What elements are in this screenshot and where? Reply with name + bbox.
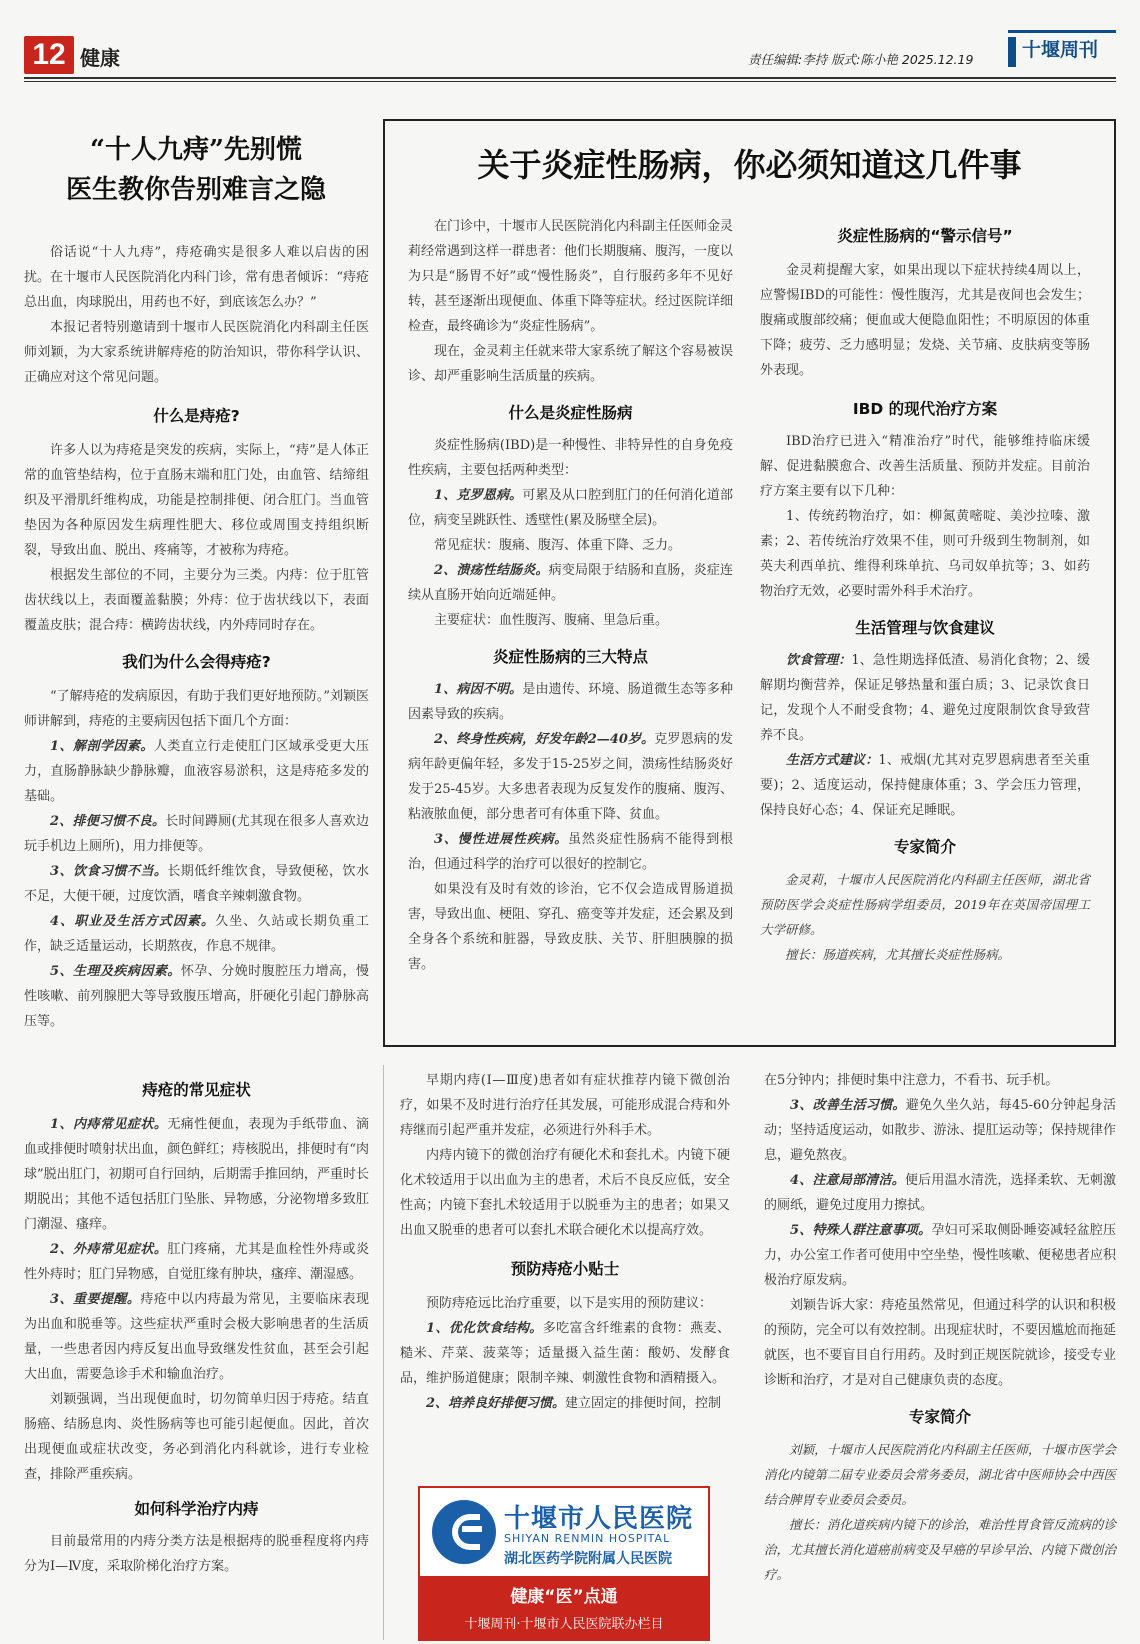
paragraph: “了解痔疮的发病原因，有助于我们更好地预防。”刘颖医师讲解到，痔疮的主要病因包括下面几个方面： — [24, 689, 369, 729]
list-item — [400, 1391, 730, 1416]
ibd-column-2 — [760, 224, 1090, 967]
expert-specialty: 擅长：消化道疾病内镜下的诊治，难治性胃食管反流病的诊治，尤其擅长消化道癌前病变及早癌的早诊早治、内镜下微创治疗。 — [764, 1517, 1116, 1582]
item-text: 无痛性便血，表现为手纸带血、滴血或排便时喷射状出血，颜色鲜红；痔核脱出，排便时有“肉球”脱出肛门，初期可自行回纳，后期需手推回纳，严重时长期脱出；其他不适包括肛门坠胀、异物感，分泌物增多致肛门潮湿、瘙痒。 — [24, 1117, 369, 1232]
item-text: 是由遗传、环境、肠道微生态等多种因素导致的疾病。 — [408, 682, 733, 722]
paragraph: 早期内痔(Ⅰ—Ⅲ度)患者如有症状推荐内镜下微创治疗，如果不及时进行治疗任其发展，可能形成混合痔和外痔继而引起严重并发症，必须进行外科手术。 — [400, 1073, 730, 1138]
list-item — [760, 748, 1090, 823]
paragraph: 许多人以为痔疮是突发的疾病，实际上，“痔”是人体正常的血管垫结构，位于直肠末端和肛门处，由血管、结缔组织及平滑肌纤维构成，功能是控制排便、闭合肛门。当血管垫因为各种原因发生病理性肥大、移位或周围支持组织断裂，导致出血、脱出、疼痛等，才被称为痔疮。 — [24, 443, 369, 558]
item-lead: 饮食管理： — [786, 653, 852, 668]
item-text: 1、急性期选择低渣、易消化食物；2、缓解期均衡营养，保证足够热量和蛋白质；3、记录饮食日记，发现个人不耐受食物；4、避免过度限制饮食导致营养不良。 — [760, 653, 1090, 743]
paragraph: 如果没有及时有效的诊治，它不仅会造成胃肠道损害，导致出血、梗阻、穿孔、癌变等并发症，还会累及到全身各个系统和脏器，导致皮肤、关节、肝胆胰腺的损害。 — [408, 882, 734, 972]
item-text: 长时间蹲厕(尤其现在很多人喜欢边玩手机边上厕所)，用力排便等。 — [24, 814, 369, 854]
list-item — [24, 859, 369, 909]
item-text: 1、戒烟(尤其对克罗恩病患者至关重要)；2、适度运动，保持健康体重；3、学会压力管理，保持良好心态；4、保证充足睡眠。 — [760, 753, 1090, 818]
list-item — [764, 1093, 1116, 1168]
section-heading: 专家简介 — [908, 1408, 971, 1426]
header-rule — [24, 77, 1116, 79]
left-article-column-3 — [764, 1068, 1116, 1587]
item-lead: 1、病因不明。 — [434, 682, 523, 697]
section-heading: 什么是炎症性肠病 — [508, 404, 633, 422]
paragraph: 刘颖告诉大家：痔疮虽然常见，但通过科学的认识和积极的预防，完全可以有效控制。出现症状时，不要因尴尬而拖延就医，也不要盲目自行用药。及时到正规医院就诊，接受专业诊断和治疗，才是对自己健康负责的态度。 — [764, 1298, 1116, 1388]
item-lead: 2、终身性疾病，好发年龄2—40岁。 — [434, 732, 655, 747]
item-text: 建立固定的排便时间，控制 — [565, 1396, 722, 1411]
paragraph: 在门诊中，十堰市人民医院消化内科副主任医师金灵莉经常遇到这样一群患者：他们长期腹痛、腹泻，一度以为只是“肠胃不好”或“慢性肠炎”，自行服药多年不见好转，甚至逐渐出现便血、体重下降等症状。经过医院详细检查，最终确诊为“炎症性肠病”。 — [408, 219, 734, 334]
item-lead: 4、职业及生活方式因素。 — [50, 914, 216, 929]
paragraph: 目前最常用的内痔分类方法是根据痔的脱垂程度将内痔分为Ⅰ—Ⅳ度，采取阶梯化治疗方案。 — [24, 1534, 369, 1574]
column-divider — [383, 1065, 384, 1640]
list-item — [24, 909, 369, 959]
item-text: 长期低纤维饮食，导致便秘，饮水不足，大便干硬，过度饮酒，嗜食辛辣刺激食物。 — [24, 864, 369, 904]
hospital-affiliation: 湖北医药学院附属人民医院 — [504, 1551, 672, 1567]
expert-bio: 刘颖，十堰市人民医院消化内科副主任医师，十堰市医学会消化内镜第二届专业委员会常务委员，湖北省中医师协会中西医结合脾胃专业委员会委员。 — [764, 1442, 1116, 1507]
list-item — [764, 1218, 1116, 1293]
list-item — [408, 677, 733, 727]
hospital-logo — [420, 1488, 708, 1576]
left-title-line2: 医生教你告别难言之隐 — [65, 175, 326, 205]
hospital-emblem-icon — [432, 1500, 496, 1564]
item-text: 痔疮中以内痔最为常见，主要临床表现为出血和脱垂等。这些症状严重时会极大影响患者的生活质量，一些患者因内痔反复出血导致继发性贫血，甚至会引起大出血，需要急诊手术和输血治疗。 — [24, 1292, 369, 1382]
section-heading: 炎症性肠病的“警示信号” — [837, 227, 1013, 245]
paragraph: 常见症状：腹痛、腹泻、体重下降、乏力。 — [434, 538, 682, 553]
item-text: 肛门疼痛，尤其是血栓性外痔或炎性外痔时；肛门异物感，自觉肛缘有肿块，瘙痒、潮湿感。 — [24, 1242, 369, 1282]
list-item — [24, 1287, 369, 1387]
item-lead: 1、优化饮食结构。 — [426, 1321, 543, 1336]
editor-credit: 责任编辑:李持 版式:陈小艳 2025.12.19 — [748, 52, 974, 67]
column-banner — [420, 1576, 708, 1639]
item-text: 人类直立行走使肛门区域承受更大压力，直肠静脉缺少静脉瓣，血液容易淤积，这是痔疮多发的基础。 — [24, 739, 369, 804]
ibd-column-1 — [408, 214, 733, 977]
list-item — [24, 809, 369, 859]
list-item — [24, 734, 369, 809]
hospital-name: 十堰市人民医院 — [504, 1504, 694, 1534]
item-text: 孕妇可采取侧卧睡姿减轻盆腔压力，办公室工作者可使用中空坐垫，慢性咳嗽、便秘患者应积极治疗原发病。 — [764, 1223, 1116, 1288]
paragraph: 刘颖强调，当出现便血时，切勿简单归因于痔疮。结直肠癌、结肠息肉、炎性肠病等也可能引起便血。因此，首次出现便血或症状改变，务必到消化内科就诊，进行专业检查，排除严重疾病。 — [24, 1392, 369, 1482]
item-lead: 生活方式建议： — [786, 753, 879, 768]
left-article-column-1-lower — [24, 1078, 369, 1579]
paragraph: 主要症状：血性腹泻、腹痛、里急后重。 — [434, 613, 669, 628]
item-text: 可累及从口腔到肛门的任何消化道部位，病变呈跳跃性、透壁性(累及肠壁全层)。 — [408, 488, 733, 528]
page-header — [0, 0, 1140, 80]
item-lead: 2、外痔常见症状。 — [50, 1242, 168, 1257]
section-heading: 专家简介 — [893, 838, 956, 856]
expert-bio: 金灵莉，十堰市人民医院消化内科副主任医师，湖北省预防医学会炎症性肠病学组委员，2019年在英国帝国理工大学研修。 — [760, 872, 1090, 937]
paragraph: 现在，金灵莉主任就来带大家系统了解这个容易被误诊、却严重影响生活质量的疾病。 — [408, 344, 734, 384]
section-heading: 炎症性肠病的三大特点 — [492, 648, 648, 666]
list-item — [24, 1237, 369, 1287]
item-lead: 1、克罗恩病。 — [434, 488, 523, 503]
left-article-column-2 — [400, 1068, 730, 1416]
item-text: 避免久坐久站，每45-60分钟起身活动；坚持适度运动，如散步、游泳、提肛运动等；保持规律作息，避免熬夜。 — [764, 1098, 1117, 1163]
paragraph: 俗话说“十人九痔”，痔疮确实是很多人难以启齿的困扰。在十堰市人民医院消化内科门诊，常有患者倾诉：“痔疮总出血，肉球脱出，用药也不好，到底该怎么办？” — [24, 245, 369, 310]
section-heading: IBD 的现代治疗方案 — [852, 400, 998, 418]
list-item — [24, 1112, 369, 1237]
list-item — [408, 558, 733, 608]
list-item — [24, 959, 369, 1034]
header-rule-thin — [24, 81, 1116, 82]
item-text: 便后用温水清洗，选择柔软、无刺激的厕纸，避免过度用力擦拭。 — [764, 1173, 1116, 1213]
item-lead: 1、内痔常见症状。 — [50, 1117, 168, 1132]
section-heading: 痔疮的常见症状 — [142, 1081, 251, 1099]
paragraph: 在5分钟内；排便时集中注意力，不看书、玩手机。 — [764, 1073, 1059, 1088]
item-text: 多吃富含纤维素的食物：燕麦、糙米、芹菜、菠菜等；适量摄入益生菌：酸奶、发酵食品，维护肠道健康；限制辛辣、刺激性食物和酒精摄入。 — [400, 1321, 730, 1386]
item-lead: 2、溃疡性结肠炎。 — [434, 563, 549, 578]
list-item — [760, 648, 1090, 748]
ibd-article-title: 关于炎症性肠病，你必须知道这几件事 — [477, 146, 1022, 184]
paragraph: 内痔内镜下的微创治疗有硬化术和套扎术。内镜下硬化术较适用于以出血为主的患者，术后不良反应低，安全性高；内镜下套扎术较适用于以脱垂为主的患者；如果又出血又脱垂的患者可以套扎术联合硬化术以提高疗效。 — [400, 1148, 730, 1238]
section-name: 健康 — [80, 46, 120, 70]
left-title-line1: “十人九痔”先别慌 — [90, 135, 302, 165]
hospital-name-en: SHIYAN RENMIN HOSPITAL — [504, 1532, 671, 1545]
item-lead: 2、排便习惯不良。 — [50, 814, 166, 829]
item-lead: 5、生理及疾病因素。 — [50, 964, 181, 979]
item-text: 怀孕、分娩时腹腔压力增高，慢性咳嗽、前列腺肥大等导致腹压增高，肝硬化引起门静脉高压等。 — [24, 964, 369, 1029]
section-heading: 如何科学治疗内痔 — [134, 1500, 259, 1518]
item-lead: 2、培养良好排便习惯。 — [426, 1396, 566, 1411]
publication-logo — [1008, 30, 1116, 73]
publication-name: 十堰周刊 — [1022, 39, 1099, 61]
left-article-title — [26, 130, 366, 210]
paragraph: 1、传统药物治疗，如：柳氮黄嘧啶、美沙拉嗪、激素；2、若传统治疗效果不佳，则可升级到生物制剂，如英夫利西单抗、维得利珠单抗、乌司奴单抗等；3、如药物治疗无效，必要时需外科手术治疗。 — [760, 509, 1090, 599]
paragraph: 本报记者特别邀请到十堰市人民医院消化内科副主任医师刘颖，为大家系统讲解痔疮的防治知识，带你科学认识、正确应对这个常见问题。 — [24, 320, 369, 385]
column-subtitle: 十堰周刊·十堰市人民医院联办栏目 — [464, 1617, 664, 1632]
list-item — [408, 827, 733, 877]
expert-specialty: 擅长：肠道疾病，尤其擅长炎症性肠病。 — [785, 947, 1011, 962]
list-item — [408, 727, 733, 827]
paragraph: 预防痔疮远比治疗重要，以下是实用的预防建议： — [426, 1296, 713, 1311]
list-item — [408, 483, 733, 533]
section-heading: 预防痔疮小贴士 — [510, 1260, 620, 1278]
item-text: 虽然炎症性肠病不能得到根治，但通过科学的治疗可以很好的控制它。 — [408, 832, 733, 872]
paragraph: IBD治疗已进入“精准治疗”时代，能够维持临床缓解、促进黏膜愈合、改善生活质量、预防并发症。目前治疗方案主要有以下几种： — [760, 434, 1090, 499]
item-text: 克罗恩病的发病年龄更偏年轻，多发于15-25岁之间，溃疡性结肠炎好发于25-45岁。大多患者表现为反复发作的腹痛、腹泻、粘液脓血便，部分患者可有体重下降、贫血。 — [408, 732, 733, 822]
item-lead: 4、注意局部清洁。 — [790, 1173, 905, 1188]
item-text: 久坐、久站或长期负重工作，缺乏适量运动，长期熬夜，作息不规律。 — [24, 914, 369, 954]
paragraph: 金灵莉提醒大家，如果出现以下症状持续4周以上，应警惕IBD的可能性：慢性腹泻，尤其是夜间也会发生；腹痛或腹部绞痛；便血或大便隐血阳性；不明原因的体重下降；疲劳、乏力感明显；发烧、关节痛、皮肤病变等肠外表现。 — [760, 263, 1090, 378]
left-article-column-1 — [24, 240, 369, 1034]
section-heading: 我们为什么会得痔疮? — [122, 653, 271, 671]
item-lead: 3、慢性进展性疾病。 — [434, 832, 569, 847]
item-lead: 3、重要提醒。 — [50, 1292, 141, 1307]
item-text: 病变局限于结肠和直肠，炎症连续从直肠开始向近端延伸。 — [408, 563, 733, 603]
hospital-logo-block — [418, 1486, 710, 1641]
item-lead: 3、改善生活习惯。 — [790, 1098, 906, 1113]
paragraph: 炎症性肠病(IBD)是一种慢性、非特异性的自身免疫性疾病，主要包括两种类型： — [408, 438, 733, 478]
list-item — [764, 1168, 1116, 1218]
section-heading: 什么是痔疮? — [153, 407, 240, 425]
item-lead: 1、解剖学因素。 — [50, 739, 154, 754]
item-lead: 5、特殊人群注意事项。 — [790, 1223, 932, 1238]
item-lead: 3、饮食习惯不当。 — [50, 864, 168, 879]
paragraph: 根据发生部位的不同，主要分为三类。内痔：位于肛管齿状线以上，表面覆盖黏膜；外痔：位于齿状线以下，表面覆盖皮肤；混合痔：横跨齿状线，内外痔同时存在。 — [24, 568, 369, 633]
list-item — [400, 1316, 730, 1391]
page-number: 12 — [24, 36, 74, 74]
section-heading: 生活管理与饮食建议 — [855, 619, 995, 637]
column-title: 健康“医”点通 — [510, 1587, 618, 1607]
